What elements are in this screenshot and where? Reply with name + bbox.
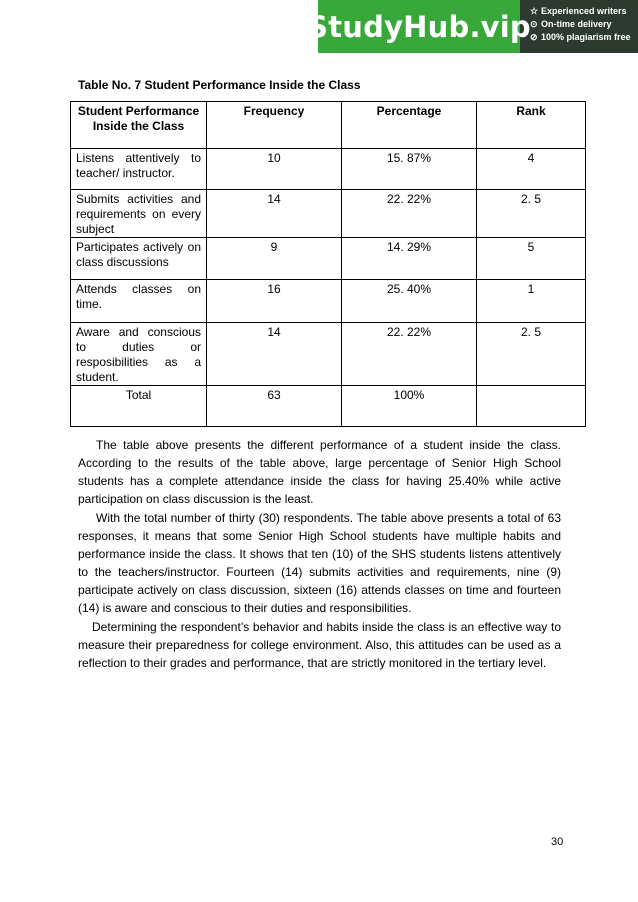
paragraph-3: Determining the respondent’s behavior and habits inside the class is an effective way to measure their preparedness for college environment. Also, this attitudes can be used as a reflection to their grades and performance, that are strictly monitored in the tertiary level. <box>78 620 561 670</box>
header-student-performance: Student Performance Inside the Class <box>71 102 207 149</box>
total-percentage: 100% <box>342 386 477 427</box>
row-frequency: 10 <box>207 149 342 190</box>
star-icon: ☆ <box>530 6 539 16</box>
row-percentage: 22. 22% <box>342 323 477 386</box>
row-frequency: 16 <box>207 280 342 323</box>
row-label: Submits activities and requirements on every subject <box>71 190 207 238</box>
banner-features <box>520 0 631 53</box>
row-label: Participates actively on class discussions <box>71 238 207 280</box>
row-percentage: 14. 29% <box>342 238 477 280</box>
table-title: Table No. 7 Student Performance Inside the Class <box>78 78 361 92</box>
table-row <box>71 280 586 323</box>
row-frequency: 14 <box>207 190 342 238</box>
table-total-row <box>71 386 586 427</box>
row-label: Attends classes on time. <box>71 280 207 323</box>
shield-icon: ⊘ <box>530 32 538 42</box>
total-label: Total <box>71 386 207 427</box>
row-percentage: 15. 87% <box>342 149 477 190</box>
row-rank: 5 <box>477 238 586 280</box>
row-frequency: 9 <box>207 238 342 280</box>
row-rank: 4 <box>477 149 586 190</box>
total-frequency: 63 <box>207 386 342 427</box>
row-percentage: 22. 22% <box>342 190 477 238</box>
studyhub-logo[interactable]: StudyHub.vip <box>318 0 520 53</box>
header-rank: Rank <box>477 102 586 149</box>
row-frequency: 14 <box>207 323 342 386</box>
table-row <box>71 238 586 280</box>
header-percentage: Percentage <box>342 102 477 149</box>
total-rank <box>477 386 586 427</box>
page-number: 30 <box>551 836 564 848</box>
clock-icon: ⊙ <box>530 19 538 29</box>
row-rank: 2. 5 <box>477 190 586 238</box>
header-frequency: Frequency <box>207 102 342 149</box>
row-percentage: 25. 40% <box>342 280 477 323</box>
row-rank: 1 <box>477 280 586 323</box>
paragraph-1: The table above presents the different performance of a student inside the class. According to the results of the table above, large percentage of Senior High School students has a complete attendance inside the class for having 25.40% while active participation on class discussion is the least. <box>78 438 561 506</box>
row-label: Aware and conscious to duties or resposibilities as a student. <box>71 323 207 386</box>
paragraph-2: With the total number of thirty (30) respondents. The table above presents a total of 63 responses, it means that some Senior High School students have multiple habits and performance inside the class. It shows that ten (10) of the SHS students listens attentively to the teachers/instructor. Fourteen (14) submits activities and requirements, nine (9) participate actively on class discussion, sixteen (16) attends classes on time and fourteen (14) is aware and conscious to their duties and responsibilities. <box>78 511 561 615</box>
performance-table <box>70 101 586 427</box>
table-row <box>71 323 586 386</box>
feature-plagiarism-free: ⊘ 100% plagiarism free <box>530 32 631 42</box>
studyhub-banner[interactable] <box>307 0 638 53</box>
row-rank: 2. 5 <box>477 323 586 386</box>
feature-experienced-writers: ☆ Experienced writers <box>530 6 627 16</box>
table-row <box>71 149 586 190</box>
table-row <box>71 190 586 238</box>
feature-on-time-delivery: ⊙ On-time delivery <box>530 19 612 29</box>
row-label: Listens attentively to teacher/ instructor. <box>71 149 207 190</box>
